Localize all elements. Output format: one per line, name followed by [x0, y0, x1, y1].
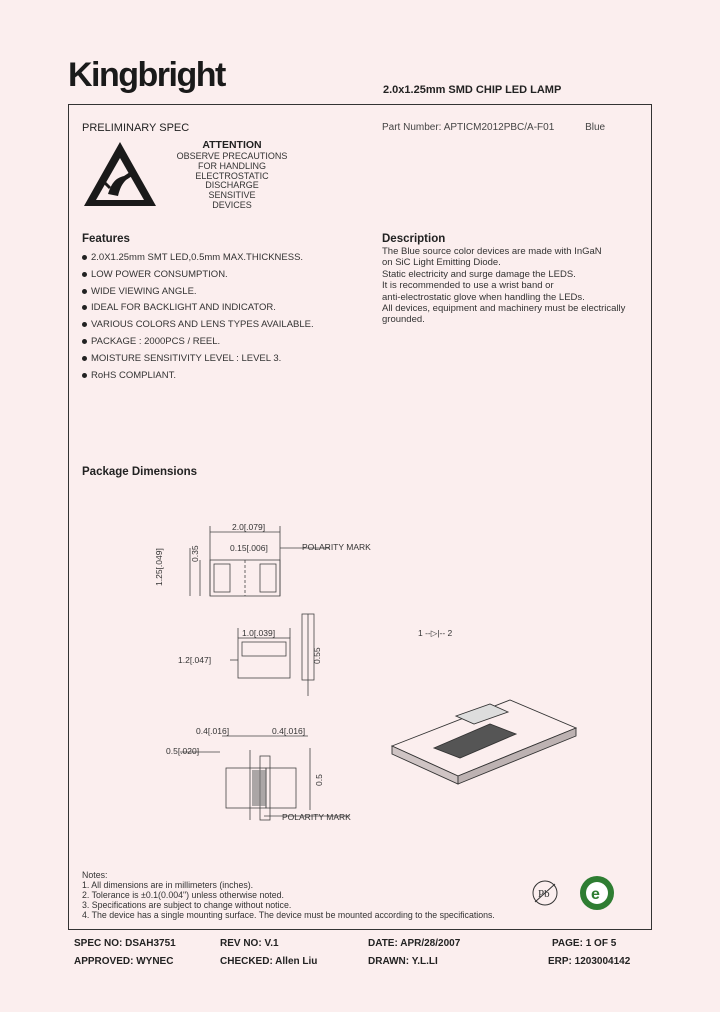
feature-item: RoHS COMPLIANT.: [82, 370, 314, 387]
esd-line: DEVICES: [212, 199, 252, 210]
description-heading: Description: [382, 233, 446, 245]
esd-line: FOR HANDLING: [197, 160, 266, 171]
svg-text:e: e: [591, 886, 600, 903]
description-line: Static electricity and surge damage the LEDS.: [382, 268, 576, 280]
approved-by: APPROVED: WYNEC: [74, 956, 174, 967]
mid-dim-label: 0.55: [312, 647, 322, 664]
notes-heading: Notes:: [82, 870, 108, 880]
top-view: [190, 526, 330, 596]
revision-number: REV NO: V.1: [220, 938, 279, 949]
bottom-right-label: 0.4[.016]: [272, 726, 306, 736]
description-line: The Blue source color devices are made with InGaN: [382, 246, 602, 257]
feature-item: LOW POWER CONSUMPTION.: [82, 269, 314, 286]
package-drawing: [154, 520, 600, 830]
pad-width-label: 0.15[.006]: [230, 543, 268, 553]
description-line: All devices, equipment and machinery must be electrically: [382, 303, 626, 315]
small-dim-label: 0.35: [190, 545, 200, 562]
features-heading: Features: [82, 233, 130, 245]
esd-attention-title: ATTENTION: [202, 139, 262, 151]
bottom-height-label: 0.5: [314, 774, 324, 786]
bottom-side-label: 0.5[.020]: [166, 746, 200, 756]
esd-text: [172, 152, 292, 211]
esd-line: DISCHARGE: [205, 180, 259, 191]
middle-view: [230, 614, 314, 696]
feature-item: IDEAL FOR BACKLIGHT AND INDICATOR.: [82, 302, 314, 319]
note-line: 2. Tolerance is ±0.1(0.004") unless otherwise noted.: [82, 889, 284, 900]
feature-item: 2.0X1.25mm SMT LED,0.5mm MAX.THICKNESS.: [82, 252, 314, 269]
drawn-by: DRAWN: Y.L.LI: [368, 956, 438, 967]
diode-symbol-label: 1 --▷|-- 2: [418, 628, 453, 638]
feature-item: PACKAGE : 2000PCS / REEL.: [82, 336, 314, 353]
bottom-left-label: 0.4[.016]: [196, 726, 230, 736]
date: DATE: APR/28/2007: [368, 938, 461, 949]
brand-logo: Kingbright: [68, 56, 225, 94]
svg-text:Pb: Pb: [538, 888, 550, 900]
note-line: 4. The device has a single mounting surface. The device must be mounted according to the specifications.: [82, 909, 495, 920]
part-color: Blue: [585, 122, 606, 133]
features-list: [82, 252, 314, 386]
erp-number: ERP: 1203004142: [548, 956, 631, 967]
esd-warning-icon: [80, 138, 158, 208]
esd-line: OBSERVE PRECAUTIONS: [176, 151, 288, 161]
package-dimensions-heading: Package Dimensions: [82, 466, 198, 478]
checked-by: CHECKED: Allen Liu: [220, 956, 318, 967]
spec-number: SPEC NO: DSAH3751: [74, 938, 176, 949]
esd-line: ELECTROSTATIC: [195, 170, 269, 181]
polarity-mark-label-1: POLARITY MARK: [302, 542, 371, 552]
top-width-label: 2.0[.079]: [232, 522, 266, 532]
description-line: grounded.: [382, 314, 425, 326]
description-line: It is recommended to use a wrist band or: [382, 280, 554, 292]
notes: [82, 871, 495, 921]
description-line: anti-electrostatic glove when handling the LEDs.: [382, 291, 585, 303]
iso-view: [392, 700, 576, 784]
description-line: on SiC Light Emitting Diode.: [382, 257, 501, 269]
height-label: 1.25[.049]: [154, 548, 164, 586]
part-number-label: Part Number: APTICM2012PBC/A-F01: [382, 122, 555, 133]
description-text: [382, 246, 642, 326]
note-line: 3. Specifications are subject to change without notice.: [82, 899, 292, 910]
feature-item: VARIOUS COLORS AND LENS TYPES AVAILABLE.: [82, 319, 314, 336]
document-title: 2.0x1.25mm SMD CHIP LED LAMP: [383, 84, 562, 96]
preliminary-spec-label: PRELIMINARY SPEC: [82, 122, 190, 134]
polarity-mark-label-2: POLARITY MARK: [282, 812, 351, 822]
part-number: [382, 122, 605, 133]
feature-item: WIDE VIEWING ANGLE.: [82, 286, 314, 303]
page-number: PAGE: 1 OF 5: [552, 938, 617, 949]
feature-item: MOISTURE SENSITIVITY LEVEL : LEVEL 3.: [82, 353, 314, 370]
note-line: 1. All dimensions are in millimeters (inches).: [82, 879, 254, 890]
esd-line: SENSITIVE: [208, 190, 256, 201]
rohs-e-icon: [578, 874, 616, 912]
lead-free-icon: [528, 878, 562, 908]
mid-width-label: 1.2[.047]: [178, 655, 212, 665]
mid-inner-label: 1.0[.039]: [242, 628, 276, 638]
